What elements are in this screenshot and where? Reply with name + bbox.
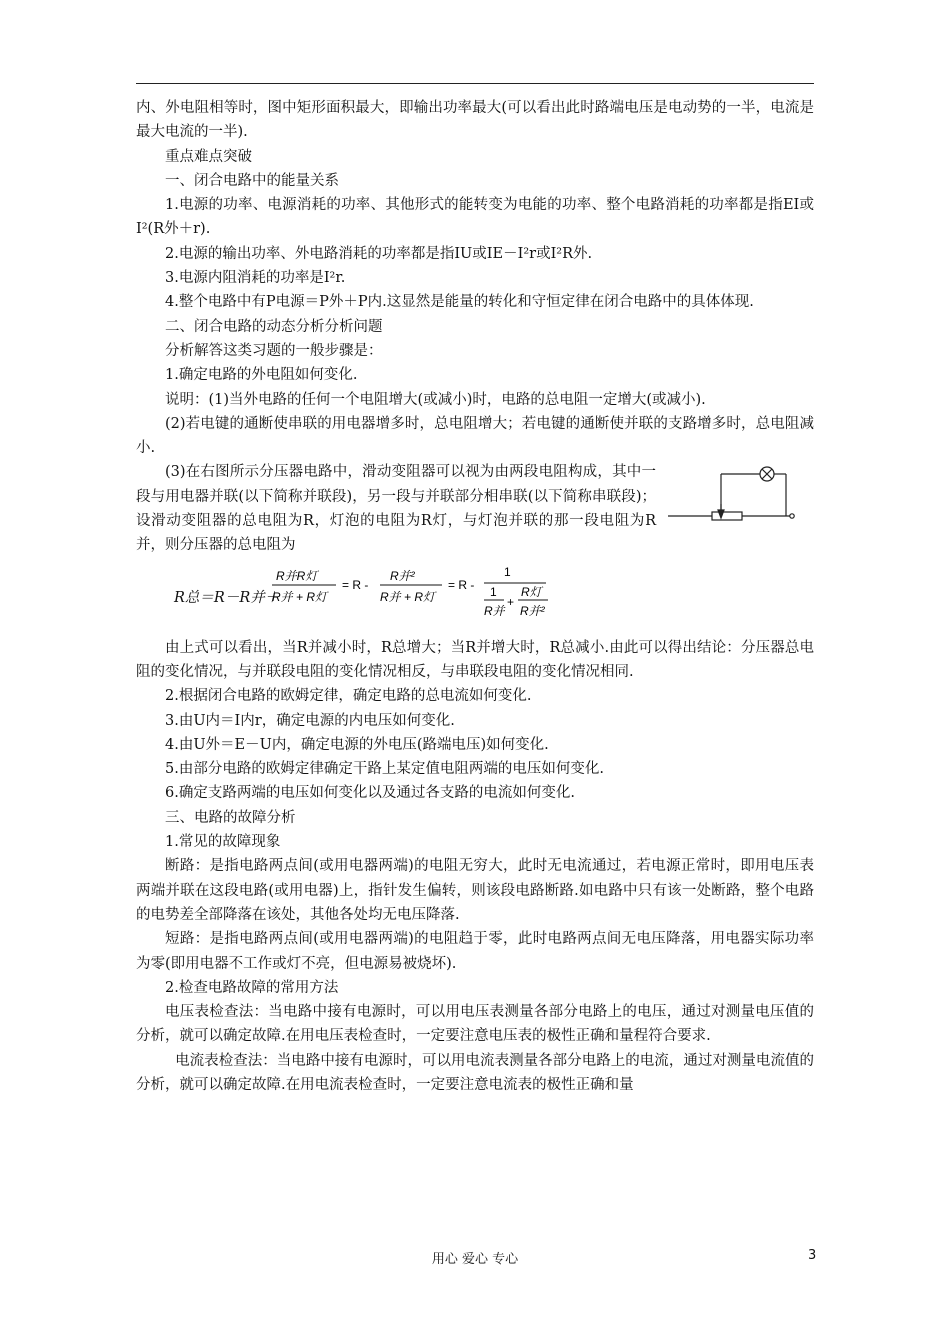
inner-numerator: R灯: [521, 584, 542, 599]
paragraph: 2.检查电路故障的常用方法: [165, 979, 339, 996]
formula-lhs: R总＝R－R并＋: [174, 589, 280, 606]
paragraph: (3)在右图所示分压器电路中，滑动变阻器可以视为由两段电阻构成，其中一段与用电器并联(以下简称并联段)，另一段与并联部分相串联(以下简称串联段)；设滑动变阻器的总电阻为R，灯泡的电阻为R灯，与灯泡并联的那一段电阻为R并，则分压器的总电阻为: [136, 464, 656, 554]
paragraph: 1.常见的故障现象: [165, 834, 281, 851]
paragraph: 3.电源内阻消耗的功率是I²r.: [165, 270, 346, 287]
paragraph: 5.由部分电路的欧姆定律确定干路上某定值电阻两端的电压如何变化.: [165, 761, 604, 778]
paragraph: 电流表检查法：当电路中接有电源时，可以用电流表测量各部分电路上的电流，通过对测量电流值的分析，就可以确定故障.在用电流表检查时，一定要注意电流表的极性正确和量: [136, 1052, 814, 1093]
paragraph: 3.由U内＝I内r，确定电源的内电压如何变化.: [165, 712, 455, 729]
formula-operator: = R -: [342, 577, 369, 592]
paragraph: 内、外电阻相等时，图中矩形面积最大，即输出功率最大(可以看出此时路端电压是电动势的一半，电流是最大电流的一半).: [136, 100, 814, 141]
terminal-icon: [790, 514, 794, 518]
paragraph: 说明：(1)当外电路的任何一个电阻增大(或减小)时，电路的总电阻一定增大(或减小).: [165, 391, 706, 408]
paragraph: 4.由U外＝E－U内，确定电源的外电压(路端电压)如何变化.: [165, 736, 549, 753]
paragraph: 2.电源的输出功率、外电路消耗的功率都是指IU或IE－I²r或I²R外.: [165, 245, 593, 262]
formula-fractions: [266, 564, 566, 634]
fraction-numerator: R并²: [390, 568, 415, 583]
inner-denominator: R并: [484, 603, 505, 618]
paragraph: 2.根据闭合电路的欧姆定律，确定电路的总电流如何变化.: [165, 688, 532, 705]
paragraph: 短路：是指电路两点间(或用电器两端)的电阻趋于零，此时电路两点间无电压降落，用电器实际功率为零(即用电器不工作或灯不亮，但电源易被烧坏).: [136, 931, 814, 972]
paragraph: 电压表检查法：当电路中接有电源时，可以用电压表测量各部分电路上的电压，通过对测量电压值的分析，就可以确定故障.在用电压表检查时，一定要注意电压表的极性正确和量程符合要求.: [136, 1004, 814, 1045]
section-heading: 二、闭合电路的动态分析分析问题: [165, 318, 383, 335]
section-heading: 一、闭合电路中的能量关系: [165, 172, 339, 189]
header-rule: [136, 83, 814, 84]
paragraph: 6.确定支路两端的电压如何变化以及通过各支路的电流如何变化.: [165, 785, 575, 802]
paragraph: 1.确定电路的外电阻如何变化.: [165, 367, 358, 384]
paragraph: 分析解答这类习题的一般步骤是：: [165, 342, 383, 359]
formula-operator: = R -: [448, 577, 475, 592]
paragraph: (2)若电键的通断使串联的用电器增多时，总电阻增大；若电键的通断使并联的支路增多时，总电阻减小.: [136, 415, 814, 457]
inner-denominator: R并²: [520, 603, 545, 618]
rheostat-icon: [712, 512, 742, 520]
section-heading: 重点难点突破: [165, 148, 252, 165]
paragraph: 由上式可以看出，当R并减小时，R总增大；当R并增大时，R总减小.由此可以得出结论：分压器总电阻的变化情况，与并联段电阻的变化情况相反，与串联段电阻的变化情况相同.: [136, 639, 814, 680]
paragraph: 1.电源的功率、电源消耗的功率、其他形式的能转变为电能的功率、整个电路消耗的功率都是指EI或I²(R外＋r).: [136, 197, 814, 238]
fraction-denominator: R并 + R灯: [272, 589, 328, 604]
section-heading: 三、电路的故障分析: [165, 809, 296, 826]
formula-operator: +: [507, 594, 515, 609]
paragraph: 4.整个电路中有P电源＝P外＋P内.这显然是能量的转化和守恒定律在闭合电路中的具体体现.: [165, 294, 754, 311]
voltage-divider-circuit-diagram: [664, 466, 804, 536]
divider-circuit-block: [136, 460, 814, 557]
page-number: 3: [808, 1248, 817, 1263]
fraction-numerator: R并R灯: [276, 568, 318, 583]
fraction-denominator: R并 + R灯: [380, 589, 436, 604]
inner-numerator: 1: [490, 584, 497, 599]
fraction-numerator: 1: [504, 564, 511, 579]
document-body: [136, 96, 814, 1097]
total-resistance-formula: [136, 564, 814, 634]
paragraph: 断路：是指电路两点间(或用电器两端)的电阻无穷大，此时无电流通过，若电源正常时，即用电压表两端并联在这段电路(或用电器)上，指针发生偏转，则该段电路断路.如电路中只有该一处断路，整个电路的电势差全部降落在该处，其他各处均无电压降落.: [136, 858, 814, 923]
footer-slogan: 用心 爱心 专心: [431, 1252, 519, 1267]
